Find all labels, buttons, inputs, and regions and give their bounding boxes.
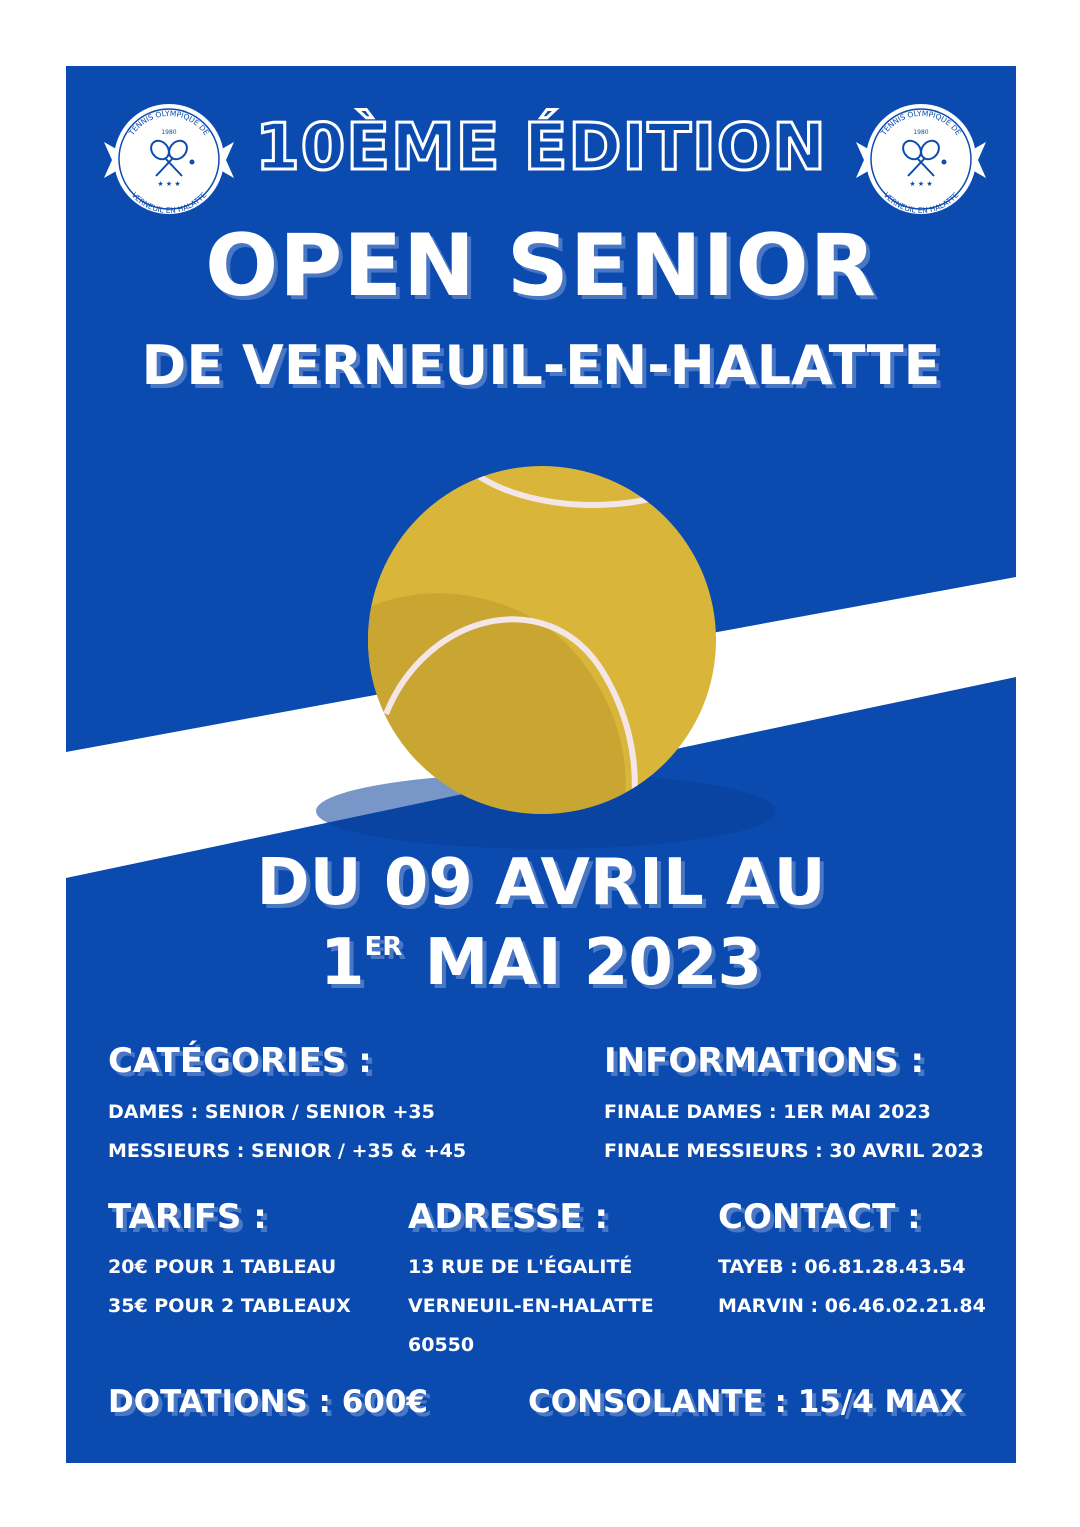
date-day: 1 xyxy=(319,926,365,1000)
tarifs-heading: TARIFS : xyxy=(108,1197,267,1237)
emblem-arc-bottom-text: VERNEUIL EN HALATTE xyxy=(881,190,961,216)
contact-line: TAYEB : 06.81.28.43.54 xyxy=(718,1256,966,1278)
title-open-senior: OPEN SENIOR xyxy=(205,216,877,316)
adresse-heading: ADRESSE : xyxy=(408,1197,609,1237)
tennis-ball-icon xyxy=(366,464,718,816)
date-month-year: MAI 2023 xyxy=(424,926,763,1000)
svg-text:★ ★ ★: ★ ★ ★ xyxy=(157,180,181,188)
title-location: DE VERNEUIL-EN-HALATTE xyxy=(141,334,941,397)
informations-heading: INFORMATIONS : xyxy=(604,1041,925,1081)
emblem-arc-bottom-text: VERNEUIL EN HALATTE xyxy=(129,190,209,216)
categories-heading: CATÉGORIES : xyxy=(108,1041,372,1081)
date-ordinal: ER xyxy=(364,932,403,962)
adresse-line: 13 RUE DE L'ÉGALITÉ xyxy=(408,1256,633,1278)
informations-line: FINALE DAMES : 1ER MAI 2023 xyxy=(604,1101,931,1123)
informations-line: FINALE MESSIEURS : 30 AVRIL 2023 xyxy=(604,1140,984,1162)
emblem-year: 1980 xyxy=(913,129,929,136)
emblem-arc-top-text: TENNIS OLYMPIQUE DE xyxy=(127,108,211,137)
date-line-2 xyxy=(66,926,1016,1000)
svg-text:★ ★ ★: ★ ★ ★ xyxy=(909,180,933,188)
categories-line: DAMES : SENIOR / SENIOR +35 xyxy=(108,1101,435,1123)
categories-line: MESSIEURS : SENIOR / +35 & +45 xyxy=(108,1140,467,1162)
adresse-line: 60550 xyxy=(408,1334,475,1356)
emblem-year: 1980 xyxy=(161,129,177,136)
date-line-1: DU 09 AVRIL AU xyxy=(256,846,826,920)
contact-heading: CONTACT : xyxy=(718,1197,921,1237)
dotations-text: DOTATIONS : 600€ xyxy=(108,1384,428,1420)
tarifs-line: 20€ POUR 1 TABLEAU xyxy=(108,1256,337,1278)
poster xyxy=(66,66,1016,1463)
tarifs-line: 35€ POUR 2 TABLEAUX xyxy=(108,1295,351,1317)
contact-line: MARVIN : 06.46.02.21.84 xyxy=(718,1295,986,1317)
adresse-line: VERNEUIL-EN-HALATTE xyxy=(408,1295,654,1317)
emblem-arc-top-text: TENNIS OLYMPIQUE DE xyxy=(879,108,963,137)
edition-heading: 10ÈME ÉDITION xyxy=(255,111,827,185)
consolante-text: CONSOLANTE : 15/4 MAX xyxy=(528,1384,964,1420)
